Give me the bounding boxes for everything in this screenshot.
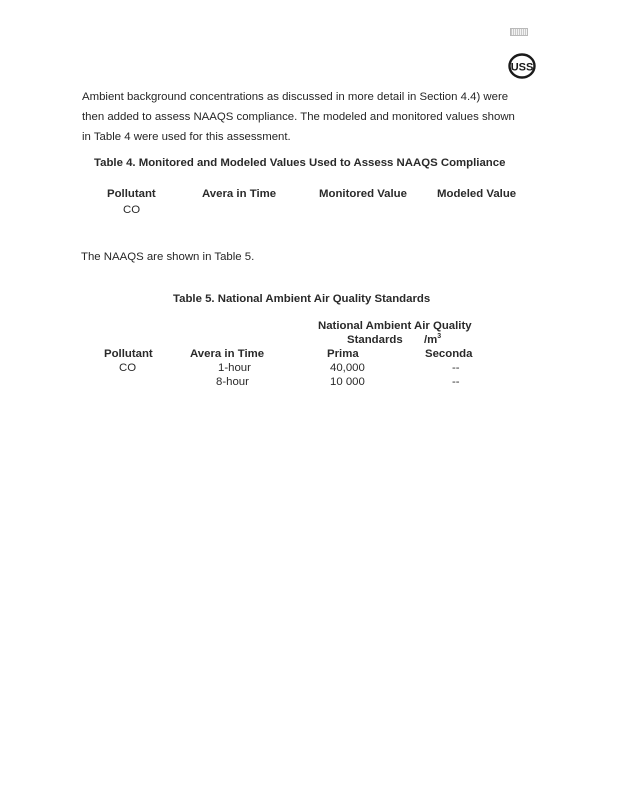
- table5-caption: Table 5. National Ambient Air Quality Standards: [173, 293, 431, 305]
- body-paragraph-line: Ambient background concentrations as discussed in more detail in Section 4.4) were: [82, 91, 509, 103]
- table5-header-pollutant: Pollutant: [104, 348, 153, 360]
- table4-cell-pollutant: CO: [123, 204, 141, 216]
- table4-header-pollutant: Pollutant: [107, 188, 156, 200]
- table5-group-header-standards: Standards: [347, 334, 403, 346]
- table5-unit: $/m^3$: [424, 333, 442, 346]
- table4-caption: Table 4. Monitored and Modeled Values Used to Assess NAAQS Compliance: [94, 157, 506, 169]
- table5-header-primary: Prima: [327, 348, 359, 360]
- table5-header-secondary: Seconda: [425, 348, 473, 360]
- table4-header-modeled-value: Modeled Value: [437, 188, 517, 200]
- corner-stamp-icon: [510, 28, 528, 36]
- table5-cell-primary: 40,000: [330, 362, 365, 374]
- table5-cell-averaging-time: 8-hour: [216, 376, 249, 388]
- body-paragraph-line: The NAAQS are shown in Table 5.: [81, 251, 255, 263]
- body-paragraph-line: then added to assess NAAQS compliance. The modeled and monitored values shown: [82, 111, 515, 123]
- table5-group-header: National Ambient Air Quality: [318, 320, 472, 332]
- table5-cell-primary: 10 000: [330, 376, 365, 388]
- uss-logo-icon: [508, 53, 536, 79]
- body-paragraph-line: in Table 4 were used for this assessment.: [82, 131, 291, 143]
- table5-cell-secondary: --: [452, 376, 460, 388]
- table5-header-averaging-time: Avera in Time: [190, 348, 265, 360]
- table5-cell-pollutant: CO: [119, 362, 137, 374]
- logo-text: USS: [510, 61, 534, 74]
- table4-header-monitored-value: Monitored Value: [319, 188, 407, 200]
- table5-cell-averaging-time: 1-hour: [218, 362, 251, 374]
- table5-cell-secondary: --: [452, 362, 460, 374]
- table4-header-averaging-time: Avera in Time: [202, 188, 277, 200]
